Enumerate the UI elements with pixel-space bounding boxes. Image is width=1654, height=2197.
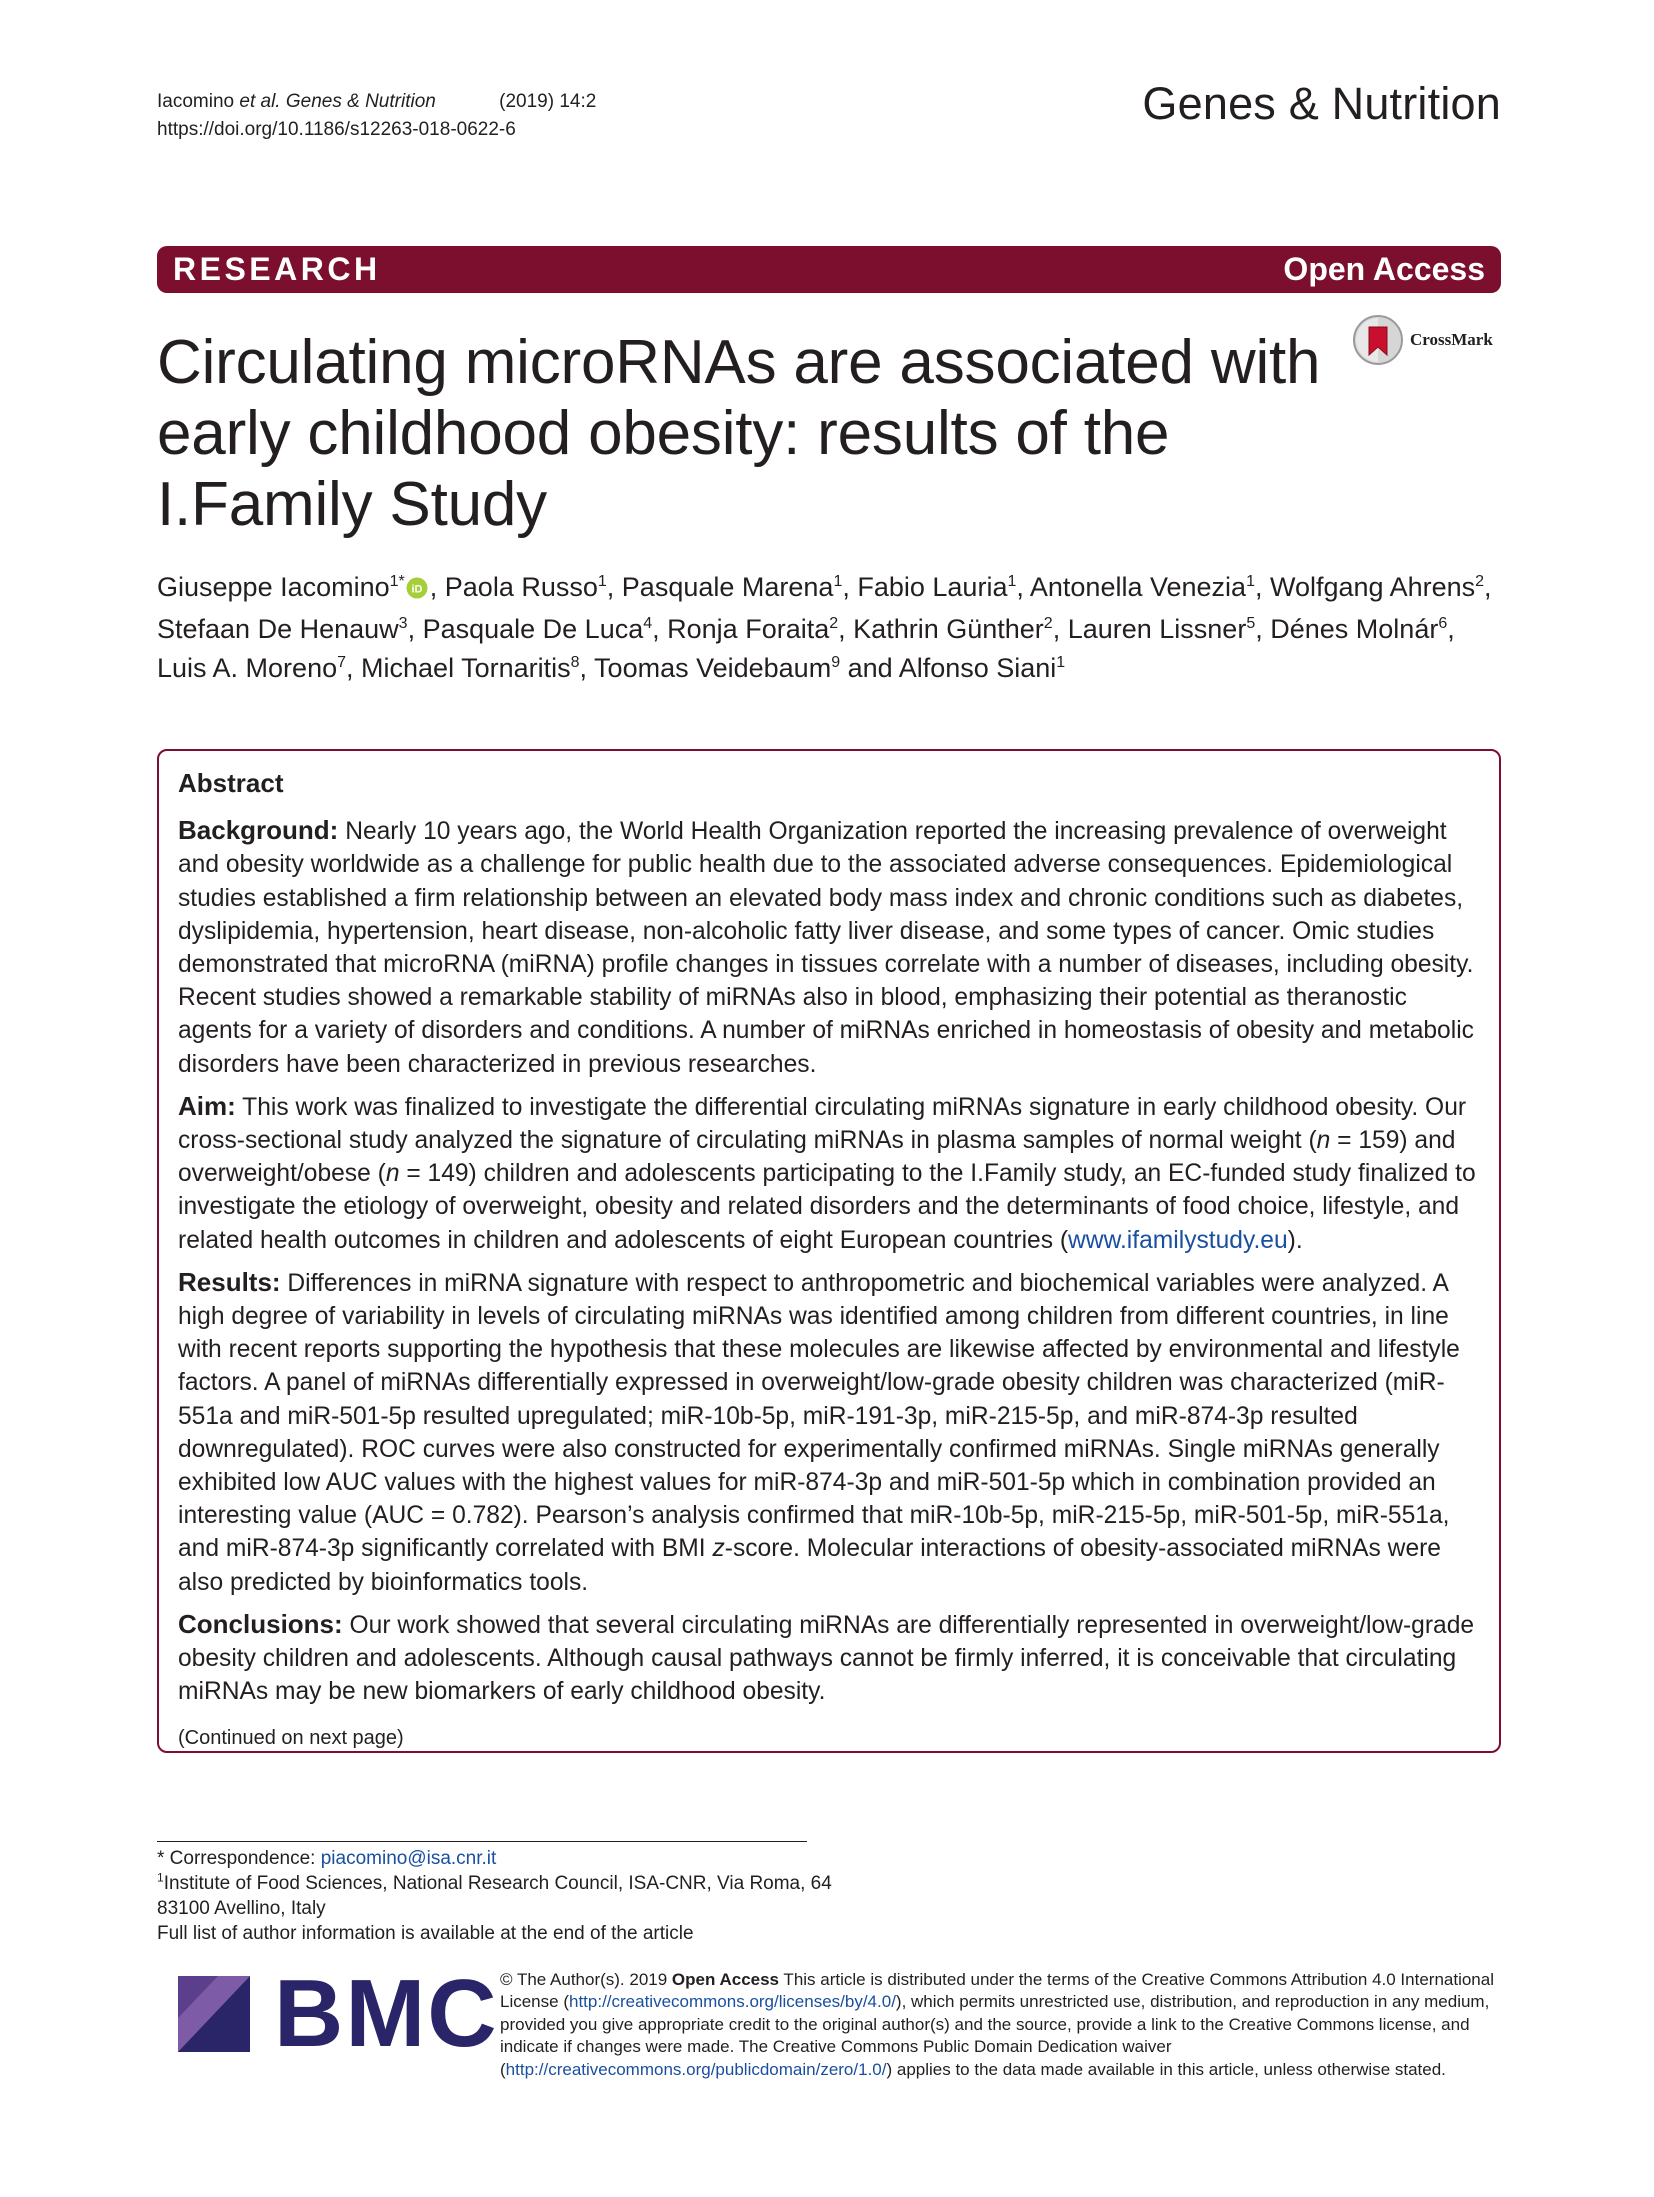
footnotes <box>157 1846 837 1946</box>
aim-n-symbol: n <box>385 1160 400 1188</box>
aim-text: = 149) children and adolescents participating to the I.Family study, an EC-funded study finalized to investigate the etiology of overweight, obesity and related disorders and the determinants of food choice, lifestyle, and related health outcomes in children and adolescents of eight European countries ( <box>178 1160 1476 1254</box>
author-affiliation: 3 <box>398 615 408 632</box>
author-name: Pasquale De Luca <box>422 614 644 644</box>
open-access-label: Open Access <box>1283 251 1485 287</box>
author-name: Pasquale Marena <box>621 572 834 602</box>
author <box>622 572 843 602</box>
affiliation-text: Institute of Food Sciences, National Research Council, ISA-CNR, Via Roma, 64 <box>163 1873 832 1894</box>
article-type-label: RESEARCH <box>173 251 381 287</box>
author-name: Ronja Foraita <box>667 614 830 644</box>
author <box>423 614 653 644</box>
affiliation-line <box>157 1871 837 1896</box>
author <box>361 653 580 683</box>
article-type-banner <box>157 246 1501 293</box>
results-text: -score. Molecular interactions of obesity-associated miRNAs were also predicted by bioinformatics tools. <box>178 1535 1441 1596</box>
abstract-box <box>157 749 1501 1753</box>
crossmark-badge[interactable] <box>1352 314 1493 366</box>
author <box>1030 572 1255 602</box>
cc-zero-license-link[interactable]: http://creativecommons.org/publicdomain/zero/1.0/ <box>505 2059 887 2079</box>
abstract-background <box>178 814 1478 1081</box>
author-affiliation: 1* <box>389 573 405 590</box>
author-affiliation: 8 <box>570 654 580 671</box>
correspondence-label: * Correspondence: <box>157 1848 321 1869</box>
header-volume: (2019) 14:2 <box>499 91 597 112</box>
results-z-symbol: z <box>712 1535 725 1563</box>
conclusions-label: Conclusions: <box>178 1608 343 1639</box>
author-name: Lauren Lissner <box>1067 614 1247 644</box>
bmc-logo-text: BMC <box>274 1960 499 2067</box>
conclusions-text: Our work showed that several circulating miRNAs are differentially represented in overweight/low-grade obesity children and adolescents. Although causal pathways cannot be firmly inferred, it is conceivable that circulating miRNAs may be new biomarkers of early childhood obesity. <box>178 1611 1475 1706</box>
author-affiliation: 1 <box>833 573 843 590</box>
author-name: Alfonso Siani <box>898 653 1057 683</box>
author-name: Antonella Venezia <box>1029 572 1247 602</box>
author-affiliation: 5 <box>1246 615 1256 632</box>
author-affiliation: 2 <box>1043 615 1053 632</box>
results-label: Results: <box>178 1266 281 1297</box>
bmc-logo-icon <box>178 1976 250 2052</box>
crossmark-icon <box>1352 314 1404 366</box>
abstract-results <box>178 1266 1478 1599</box>
aim-text: = 159) and overweight/obese ( <box>178 1127 1456 1188</box>
author-name: Toomas Veidebaum <box>594 653 832 683</box>
aim-n-symbol: n <box>1316 1127 1331 1155</box>
author-name: Giuseppe Iacomino <box>157 572 390 602</box>
author-affiliation: 2 <box>1475 573 1485 590</box>
license-text: ), which permits unrestricted use, distribution, and reproduction in any medium, provided you give appropriate credit to the original author(s) and the source, provide a link to the Creative Commons license, and indicate if changes were made. The Creative Commons Public Domain Dedication waiver ( <box>500 1992 1490 2079</box>
author-name: Stefaan De Henauw <box>157 614 399 644</box>
author-name: Paola Russo <box>444 572 598 602</box>
author <box>667 614 838 644</box>
author-name: Wolfgang Ahrens <box>1269 572 1476 602</box>
author-affiliation: 6 <box>1438 615 1448 632</box>
results-text: Differences in miRNA signature with respect to anthropometric and biochemical variables were analyzed. A high degree of variability in levels of circulating miRNAs was identified among children from different countries, in line with recent reports supporting the hypothesis that these molecules are likewise affected by environmental and lifestyle factors. A panel of miRNAs differentially expressed in overweight/low-grade obesity children was characterized (miR-551a and miR-501-5p resulted upregulated; miR-10b-5p, miR-191-3p, miR-215-5p, and miR-874-3p resulted downregulated). ROC curves were also constructed for experimentally confirmed miRNAs. Single miRNAs generally exhibited low AUC values with the highest values for miR-874-3p and miR-501-5p which in combination provided an interesting value (AUC = 0.782). Pearson’s analysis confirmed that miR-10b-5p, miR-215-5p, miR-501-5p, miR-551a, and miR-874-3p significantly correlated with BMI <box>178 1269 1460 1563</box>
license-statement <box>500 1969 1500 2081</box>
author <box>157 653 346 683</box>
continued-note: (Continued on next page) <box>178 1727 404 1750</box>
abstract-conclusions <box>178 1608 1478 1709</box>
license-text: ) applies to the data made available in this article, unless otherwise stated. <box>886 2059 1446 2079</box>
background-label: Background: <box>178 815 339 846</box>
affiliation-number: 1 <box>157 1870 164 1885</box>
author-affiliation: 4 <box>643 615 653 632</box>
author-name: Kathrin Günther <box>853 614 1044 644</box>
license-copyright: © The Author(s). 2019 <box>500 1970 672 1989</box>
header-doi[interactable]: https://doi.org/10.1186/s12263-018-0622-6 <box>157 119 516 140</box>
header-etal: et al. <box>239 91 281 112</box>
abstract-aim <box>178 1090 1478 1257</box>
author-affiliation: 1 <box>597 573 607 590</box>
header-journal: Genes & Nutrition <box>285 91 436 112</box>
author <box>594 653 840 683</box>
citation-header <box>157 88 596 144</box>
bmc-logo <box>178 1960 499 2067</box>
author <box>1068 614 1256 644</box>
author-affiliation: 7 <box>337 654 347 671</box>
ifamily-study-link[interactable]: www.ifamilystudy.eu <box>1068 1226 1288 1254</box>
author-list: Giuseppe Iacomino$^{1*}$ iD , Paola Russo$^1$, Pasquale Marena$^1$, Fabio Lauria$^1$, Antonella Venezia$^1$, Wolfgang Ahrens$^2$, Stefaan De Henauw$^3$, Pasquale De Luca$^4$, Ronja Foraita$^2$, Kathrin Günther$^2$, Lauren Lissner$^5$, Dénes Molnár$^6$, Luis A. Moreno$^7$, Michael Tornaritis$^8$, Toomas Veidebaum$^9$ and Alfonso Siani$^1$ <box>157 572 1492 683</box>
background-text: Nearly 10 years ago, the World Health Organization reported the increasing prevalence of overweight and obesity worldwide as a challenge for public health due to the associated adverse consequences. Epidemiological studies established a firm relationship between an elevated body mass index and chronic conditions such as diabetes, dyslipidemia, hypertension, heart disease, non-alcoholic fatty liver disease, and some types of cancer. Omic studies demonstrated that microRNA (miRNA) profile changes in tissues correlate with a number of diseases, including obesity. Recent studies showed a remarkable stability of miRNAs also in blood, emphasizing their potential as theranostic agents for a variety of disorders and conditions. A number of miRNAs enriched in homeostasis of obesity and metabolic disorders have been characterized in previous researches. <box>178 818 1474 1078</box>
author-affiliation: 9 <box>831 654 841 671</box>
license-text: This article is distributed under the terms of the Creative Commons Attribution 4.0 International License ( <box>500 1970 1494 2012</box>
full-author-info-note: Full list of author information is available at the end of the article <box>157 1923 694 1944</box>
author-affiliation: 1 <box>1056 654 1066 671</box>
author-affiliation: 1 <box>1007 573 1017 590</box>
aim-text: This work was finalized to investigate the differential circulating miRNAs signature in early childhood obesity. Our cross-sectional study analyzed the signature of circulating miRNAs in plasma samples of normal weight ( <box>178 1093 1467 1155</box>
author <box>157 614 408 644</box>
author-affiliation: 2 <box>829 615 839 632</box>
author-conjunction: and <box>847 653 899 683</box>
citation-line <box>157 88 596 116</box>
journal-name: Genes & Nutrition <box>1142 78 1501 129</box>
author <box>157 572 430 602</box>
abstract-heading: Abstract <box>178 768 284 798</box>
author-name: Dénes Molnár <box>1270 614 1439 644</box>
article-title: Circulating microRNAs are associated with early childhood obesity: results of the I.Family Study <box>157 328 1321 539</box>
author <box>1270 572 1484 602</box>
author <box>857 572 1016 602</box>
author <box>899 653 1066 683</box>
author-name: Fabio Lauria <box>857 572 1008 602</box>
header-author: Iacomino <box>157 91 235 112</box>
aim-label: Aim: <box>178 1090 236 1121</box>
cc-by-license-link[interactable]: http://creativecommons.org/licenses/by/4.0/ <box>568 1992 896 2012</box>
correspondence-line <box>157 1846 837 1871</box>
aim-text: ). <box>1287 1226 1303 1254</box>
author <box>1270 614 1447 644</box>
correspondence-email[interactable]: piacomino@isa.cnr.it <box>320 1848 497 1869</box>
crossmark-label: CrossMark <box>1410 330 1493 349</box>
author-name: Luis A. Moreno <box>157 653 338 683</box>
footnote-divider <box>157 1841 807 1842</box>
license-open-access: Open Access <box>671 1970 780 1989</box>
author-affiliation: 1 <box>1246 573 1255 590</box>
author-name: Michael Tornaritis <box>361 653 571 683</box>
orcid-icon[interactable] <box>406 571 428 610</box>
author <box>853 614 1053 644</box>
affiliation-line-2: 83100 Avellino, Italy <box>157 1898 326 1919</box>
author <box>445 572 607 602</box>
svg-text:iD: iD <box>411 583 423 596</box>
